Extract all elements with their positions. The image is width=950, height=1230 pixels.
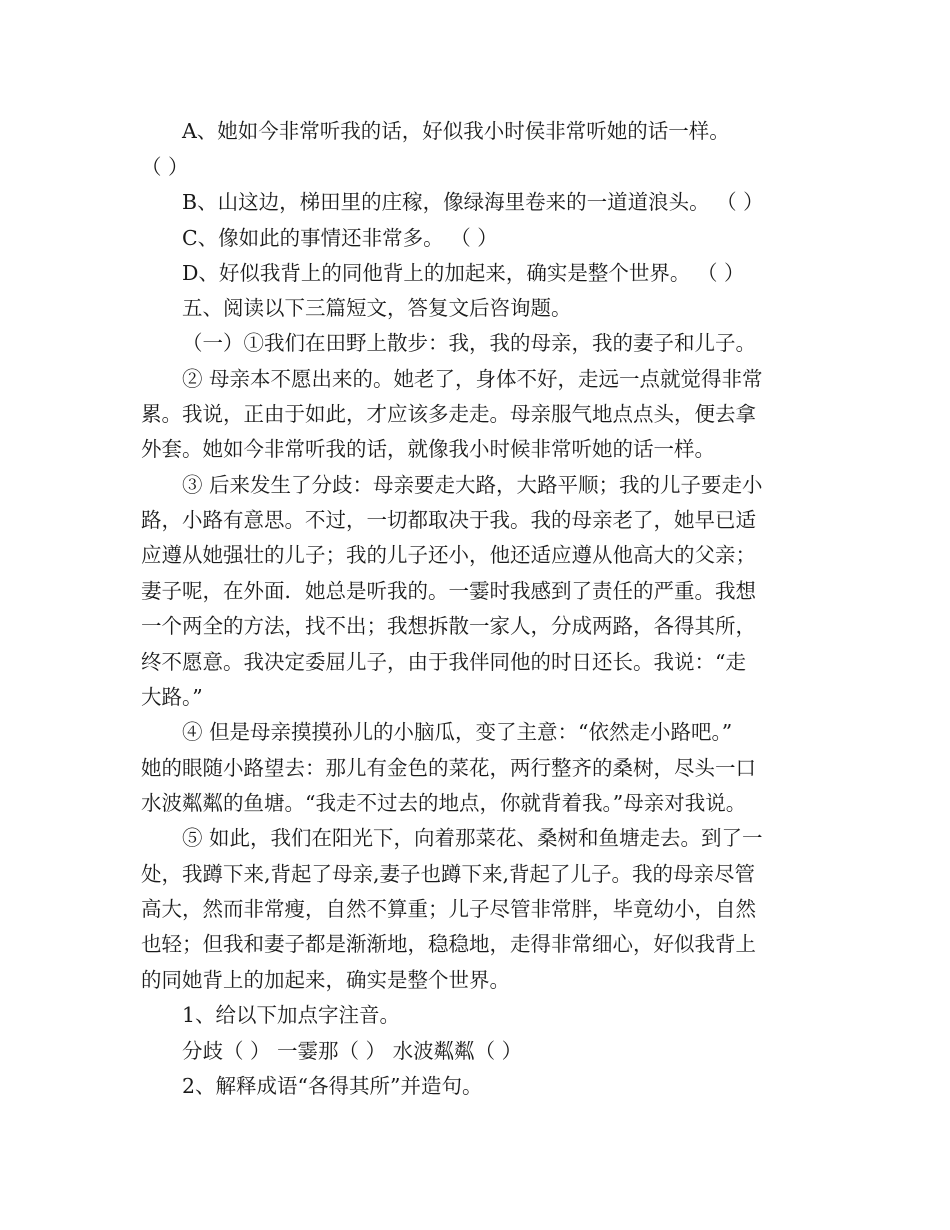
passage-para-2-line-2: 累。我说，正由于如此，才应该多走走。母亲服气地点点头，便去拿 bbox=[141, 402, 756, 426]
passage-para-3-line-4: 妻子呢，在外面．她总是听我的。一霎时我感到了责任的严重。我想 bbox=[141, 579, 756, 603]
passage-para-3-line-3: 应遵从她强壮的儿子；我的儿子还小，他还适应遵从他高大的父亲； bbox=[141, 543, 756, 567]
option-a-line: A、她如今非常听我的话，好似我小时侯非常听她的话一样。 bbox=[182, 119, 730, 143]
passage-para-1: （一）①我们在田野上散步：我，我的母亲，我的妻子和儿子。 bbox=[182, 331, 756, 355]
passage-para-2-line-1: ② 母亲本不愿出来的。她老了，身体不好，走远一点就觉得非常 bbox=[182, 367, 763, 391]
passage-para-5-line-1: ⑤ 如此，我们在阳光下，向着那菜花、桑树和鱼塘走去。到了一 bbox=[182, 826, 763, 850]
question-1-blanks: 分歧（ ） 一霎那（ ） 水波粼粼（ ） bbox=[182, 1039, 523, 1063]
passage-para-4-line-2: 她的眼随小路望去：那儿有金色的菜花，两行整齐的桑树，尽头一口 bbox=[141, 756, 756, 780]
passage-para-4-line-1: ④ 但是母亲摸摸孙儿的小脑瓜，变了主意：“依然走小路吧。” bbox=[182, 720, 733, 744]
question-1: 1、给以下加点字注音。 bbox=[182, 1003, 401, 1027]
section-five-heading: 五、阅读以下三篇短文，答复文后咨询题。 bbox=[182, 296, 572, 320]
passage-para-3-line-5: 一个两全的方法，找不出；我想拆散一家人，分成两路，各得其所， bbox=[141, 614, 756, 638]
option-b-line: B、山这边，梯田里的庄稼，像绿海里卷来的一道道浪头。 （ ） bbox=[182, 190, 764, 214]
passage-para-2-line-3: 外套。她如今非常听我的话，就像我小时候非常听她的话一样。 bbox=[141, 437, 715, 461]
passage-para-5-line-3: 高大，然而非常瘦，自然不算重；儿子尽管非常胖，毕竟幼小，自然 bbox=[141, 897, 756, 921]
passage-para-4-line-3: 水波粼粼的鱼塘。“我走不过去的地点，你就背着我。”母亲对我说。 bbox=[141, 791, 747, 815]
passage-para-3-line-1: ③ 后来发生了分歧：母亲要走大路，大路平顺；我的儿子要走小 bbox=[182, 473, 763, 497]
passage-para-3-line-2: 路，小路有意思。不过，一切都取决于我。我的母亲老了，她早已适 bbox=[141, 508, 756, 532]
passage-para-5-line-2: 处，我蹲下来,背起了母亲,妻子也蹲下来,背起了儿子。我的母亲尽管 bbox=[141, 862, 756, 886]
option-a-answer-blank: （ ） bbox=[141, 155, 189, 179]
question-2: 2、解释成语“各得其所”并造句。 bbox=[182, 1074, 483, 1098]
passage-para-3-line-6: 终不愿意。我决定委屈儿子，由于我伴同他的时日还长。我说：“走 bbox=[141, 650, 746, 674]
passage-para-3-line-7: 大路。” bbox=[141, 685, 203, 709]
passage-para-5-line-5: 的同她背上的加起来，确实是整个世界。 bbox=[141, 968, 510, 992]
passage-para-5-line-4: 也轻；但我和妻子都是渐渐地，稳稳地，走得非常细心，好似我背上 bbox=[141, 932, 756, 956]
option-d-line: D、好似我背上的同他背上的加起来，确实是整个世界。 （ ） bbox=[182, 261, 745, 285]
option-c-line: C、像如此的事情还非常多。 （ ） bbox=[182, 226, 498, 250]
